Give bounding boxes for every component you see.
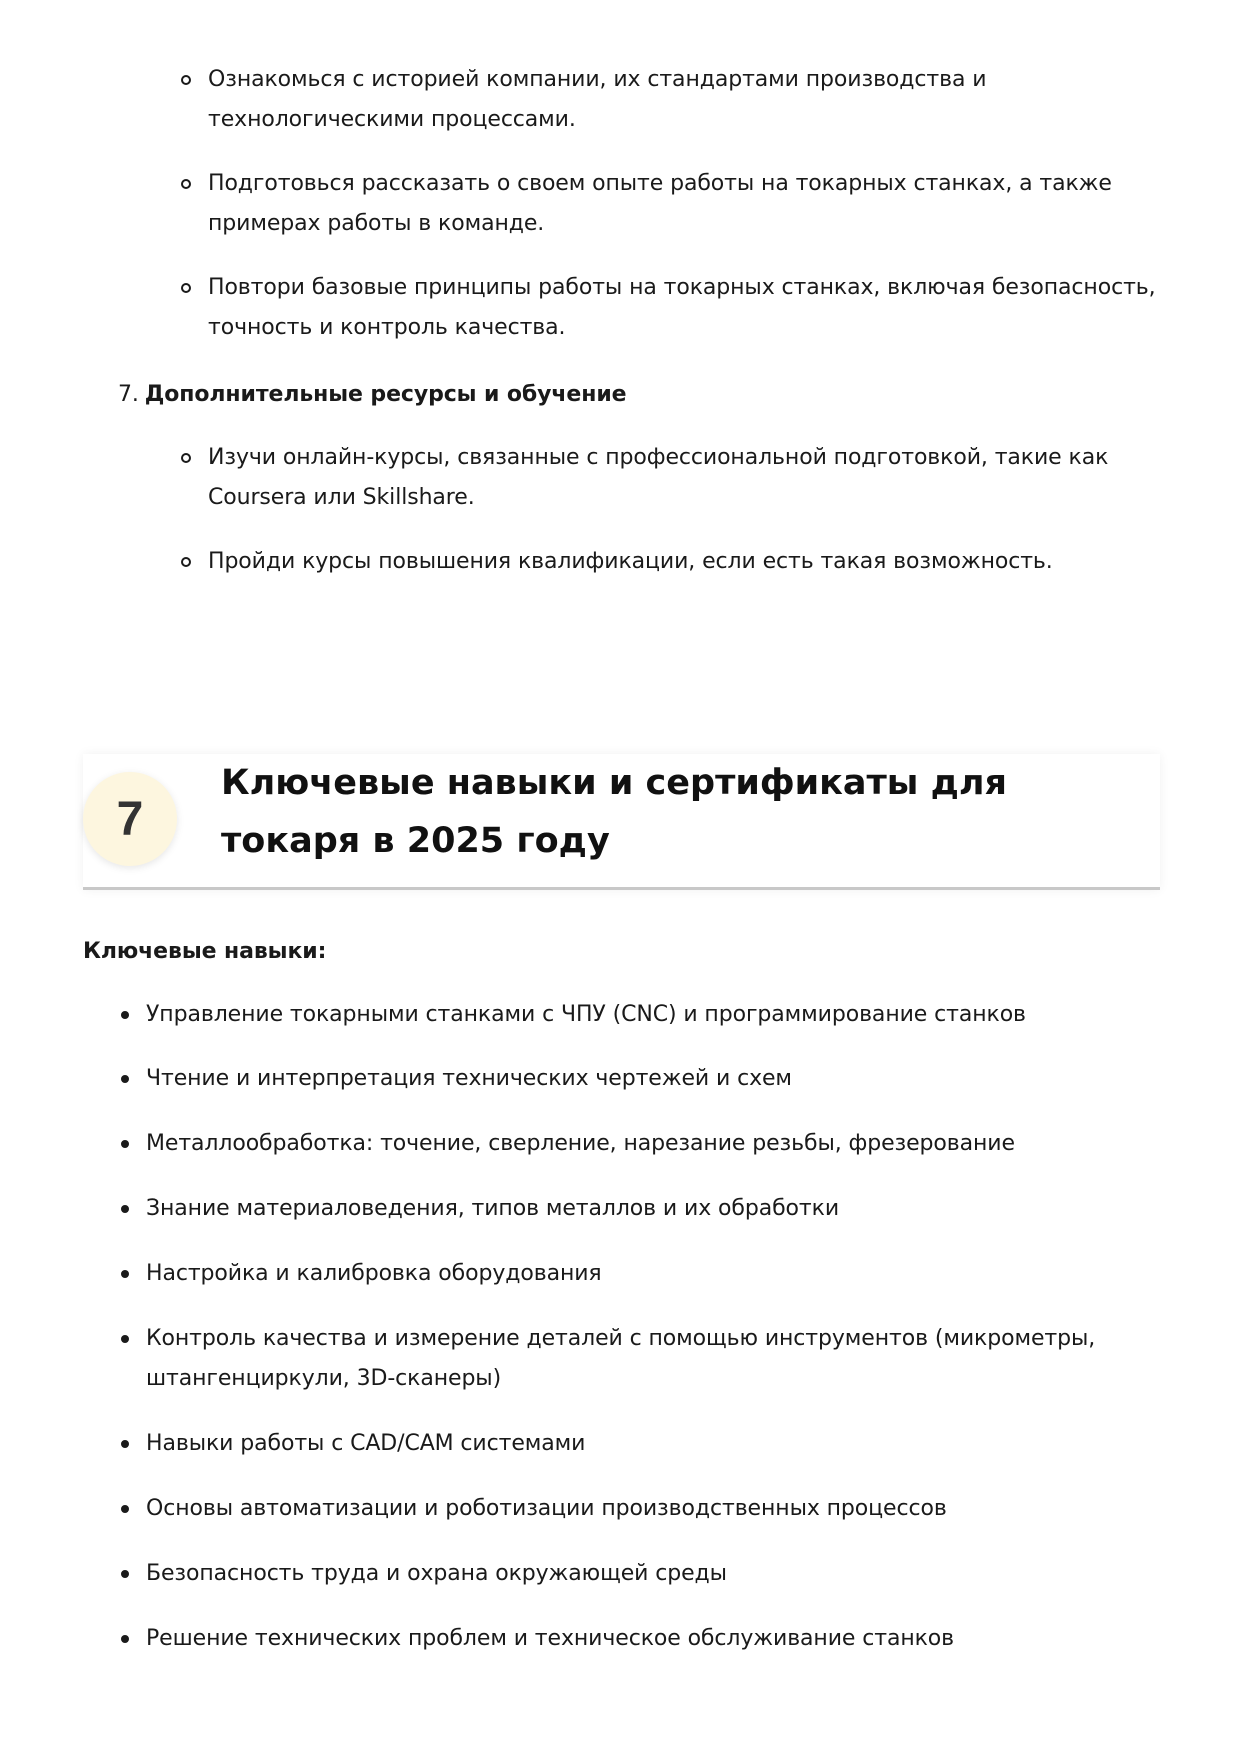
- list-item-text: Безопасность труда и охрана окружающей среды: [146, 1561, 727, 1586]
- list-item-text: Навыки работы с CAD/CAM системами: [146, 1431, 586, 1456]
- section-title: Ключевые навыки и сертификаты для токаря в 2025 году: [221, 763, 1007, 861]
- list-item: [146, 1489, 1146, 1529]
- list-item-text: Контроль качества и измерение деталей с помощью инструментов (микрометры, штангенциркули, 3D-сканеры): [146, 1326, 1096, 1391]
- bullet-dot-icon: [121, 1570, 129, 1578]
- list-item: [146, 1124, 1146, 1164]
- bullet-dot-icon: [121, 1635, 129, 1643]
- list-item-text: Основы автоматизации и роботизации производственных процессов: [146, 1496, 947, 1521]
- list-item: [146, 1189, 1146, 1229]
- sublist-item-text: Подготовься рассказать о своем опыте работы на токарных станках, а также примерах работы в команде.: [208, 171, 1112, 236]
- bullet-dot-icon: [121, 1205, 129, 1213]
- list-item-text: Чтение и интерпретация технических чертежей и схем: [146, 1066, 792, 1091]
- sublist-item: [208, 164, 1158, 244]
- skills-heading: Ключевые навыки:: [83, 939, 327, 964]
- hollow-circle-bullet-icon: [181, 283, 191, 293]
- section-header: [83, 754, 1160, 890]
- sublist-item-text: Изучи онлайн-курсы, связанные с профессиональной подготовкой, такие как Coursera или Skillshare.: [208, 445, 1109, 510]
- hollow-circle-bullet-icon: [181, 557, 191, 567]
- sublist-item: [208, 542, 1158, 582]
- list-item: [146, 1059, 1146, 1099]
- sublist-item: [208, 60, 1158, 140]
- bullet-dot-icon: [121, 1075, 129, 1083]
- list-item-text: Металлообработка: точение, сверление, нарезание резьбы, фрезерование: [146, 1131, 1015, 1156]
- list-item-title: Дополнительные ресурсы и обучение: [144, 382, 627, 407]
- bullet-dot-icon: [121, 1011, 129, 1019]
- bullet-dot-icon: [121, 1335, 129, 1343]
- sublist-item: [208, 438, 1158, 518]
- sublist-item-text: Повтори базовые принципы работы на токарных станках, включая безопасность, точность и контроль качества.: [208, 275, 1156, 340]
- list-item: [146, 995, 1146, 1035]
- list-item: [146, 1424, 1146, 1464]
- list-number: 7.: [118, 382, 139, 407]
- list-item: [146, 1254, 1146, 1294]
- bullet-dot-icon: [121, 1270, 129, 1278]
- list-item: [146, 1554, 1146, 1594]
- hollow-circle-bullet-icon: [181, 453, 191, 463]
- bullet-dot-icon: [121, 1140, 129, 1148]
- list-item-text: Настройка и калибровка оборудования: [146, 1261, 602, 1286]
- list-item-text: Управление токарными станками с ЧПУ (CNC) и программирование станков: [146, 1002, 1026, 1027]
- hollow-circle-bullet-icon: [181, 75, 191, 85]
- list-item: [146, 1619, 1146, 1659]
- section-number-badge: 7: [83, 772, 177, 866]
- bullet-dot-icon: [121, 1440, 129, 1448]
- sublist-item: [208, 268, 1158, 348]
- list-item: [146, 1319, 1146, 1399]
- sublist-item-text: Ознакомься с историей компании, их стандартами производства и технологическими процессами.: [208, 67, 987, 132]
- list-item-text: Знание материаловедения, типов металлов и их обработки: [146, 1196, 840, 1221]
- bullet-dot-icon: [121, 1505, 129, 1513]
- ordered-list-item: [118, 375, 626, 415]
- list-item-text: Решение технических проблем и техническое обслуживание станков: [146, 1626, 955, 1651]
- sublist-item-text: Пройди курсы повышения квалификации, если есть такая возможность.: [208, 549, 1053, 574]
- hollow-circle-bullet-icon: [181, 179, 191, 189]
